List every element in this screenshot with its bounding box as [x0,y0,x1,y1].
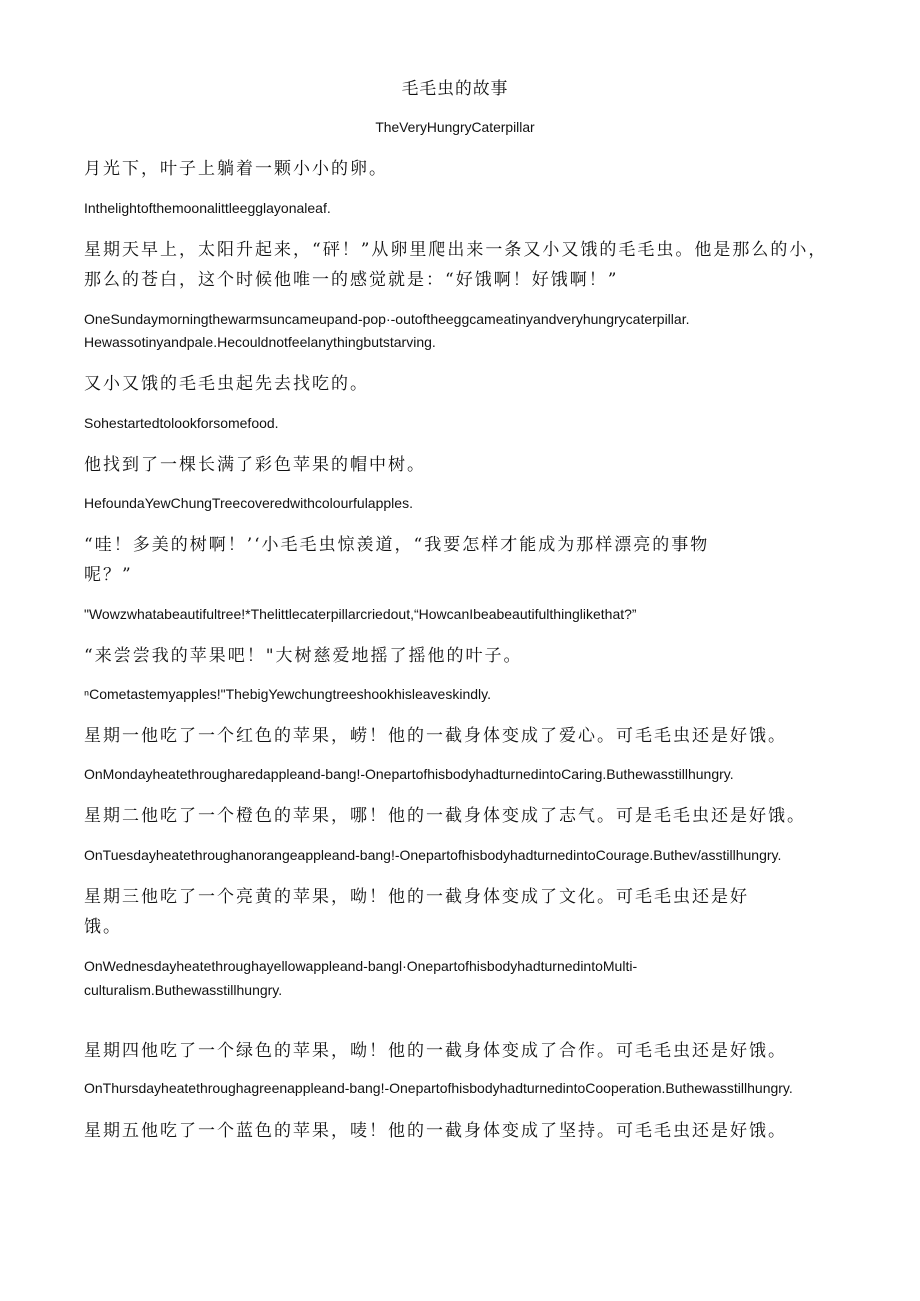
paragraph-5-en-line-1: "Wowzwhatabeautifultree!*Thelittlecaterpillarcriedout,“HowcanIbeabeautifulthinglikethat?” [84,606,637,622]
paragraph-6-zh-line-1: “来尝尝我的苹果吧！"大树慈爱地摇了摇他的叶子。 [84,646,523,666]
paragraph-2-zh-line-1: 星期天早上，太阳升起来，“砰！”从卵里爬出来一条又小又饿的毛毛虫。他是那么的小， [84,240,828,260]
paragraph-4-en-line-1: HefoundaYewChungTreecoveredwithcolourfulapples. [84,495,413,511]
paragraph-3-en-line-1: Sohestartedtolookforsomefood. [84,415,279,431]
paragraph-3-zh-line-1: 又小又饿的毛毛虫起先去找吃的。 [84,374,369,394]
paragraph-1-en-line-1: Inthelightofthemoonalittleegglayonaleaf. [84,200,331,216]
paragraph-9-zh-line-2: 饿。 [84,917,122,937]
paragraph-9-en-line-2: culturalism.Buthewasstillhungry. [84,982,283,998]
paragraph-7-zh-line-1: 星期一他吃了一个红色的苹果，崂！他的一截身体变成了爱心。可毛毛虫还是好饿。 [84,726,787,746]
paragraph-1-zh-line-1: 月光下，叶子上躺着一颗小小的卵。 [84,159,388,179]
paragraph-7-en-line-1: OnMondayheatethrougharedappleand-bang!-OnepartofhisbodyhadturnedintoCaring.Buthewasstillhungry. [84,766,734,782]
paragraph-2-en-line-2: Hewassotinyandpale.Hecouldnotfeelanythingbutstarving. [84,334,436,350]
paragraph-2-en-line-1: OneSundaymorningthewarmsuncameupand-pop·-outoftheeggcameatinyandveryhungrycaterpillar. [84,311,690,327]
paragraph-6-en-line-1: ⁿCometastemyapples!"ThebigYewchungtreeshookhisleaveskindly. [84,686,491,702]
paragraph-9-zh-line-1: 星期三他吃了一个亮黄的苹果，呦！他的一截身体变成了文化。可毛毛虫还是好 [84,887,749,907]
paragraph-9-en-line-1: OnWednesdayheatethroughayellowappleand-bangl·OnepartofhisbodyhadturnedintoMulti- [84,958,638,974]
title-english: TheVeryHungryCaterpillar [375,119,535,135]
paragraph-5-zh-line-2: 呢？” [84,565,133,585]
paragraph-10-en-line-1: OnThursdayheatethroughagreenappleand-bang!-OnepartofhisbodyhadturnedintoCooperation.Buthewasstillhungry. [84,1080,793,1096]
paragraph-5-zh-line-1: “哇！多美的树啊！’‘小毛毛虫惊羡道，“我要怎样才能成为那样漂亮的事物 [84,535,710,555]
paragraph-11-zh-line-1: 星期五他吃了一个蓝色的苹果，唛！他的一截身体变成了坚持。可毛毛虫还是好饿。 [84,1121,787,1141]
paragraph-2-zh-line-2: 那么的苍白，这个时候他唯一的感觉就是：“好饿啊！好饿啊！” [84,270,619,290]
paragraph-8-en-line-1: OnTuesdayheatethroughanorangeappleand-bang!-OnepartofhisbodyhadturnedintoCourage.Buthev/asstillhungry. [84,847,782,863]
paragraph-10-zh-line-1: 星期四他吃了一个绿色的苹果，呦！他的一截身体变成了合作。可毛毛虫还是好饿。 [84,1041,787,1061]
paragraph-4-zh-line-1: 他找到了一棵长满了彩色苹果的帽中树。 [84,455,426,475]
paragraph-8-zh-line-1: 星期二他吃了一个橙色的苹果，哪！他的一截身体变成了志气。可是毛毛虫还是好饿。 [84,806,806,826]
title-chinese: 毛毛虫的故事 [401,79,509,99]
